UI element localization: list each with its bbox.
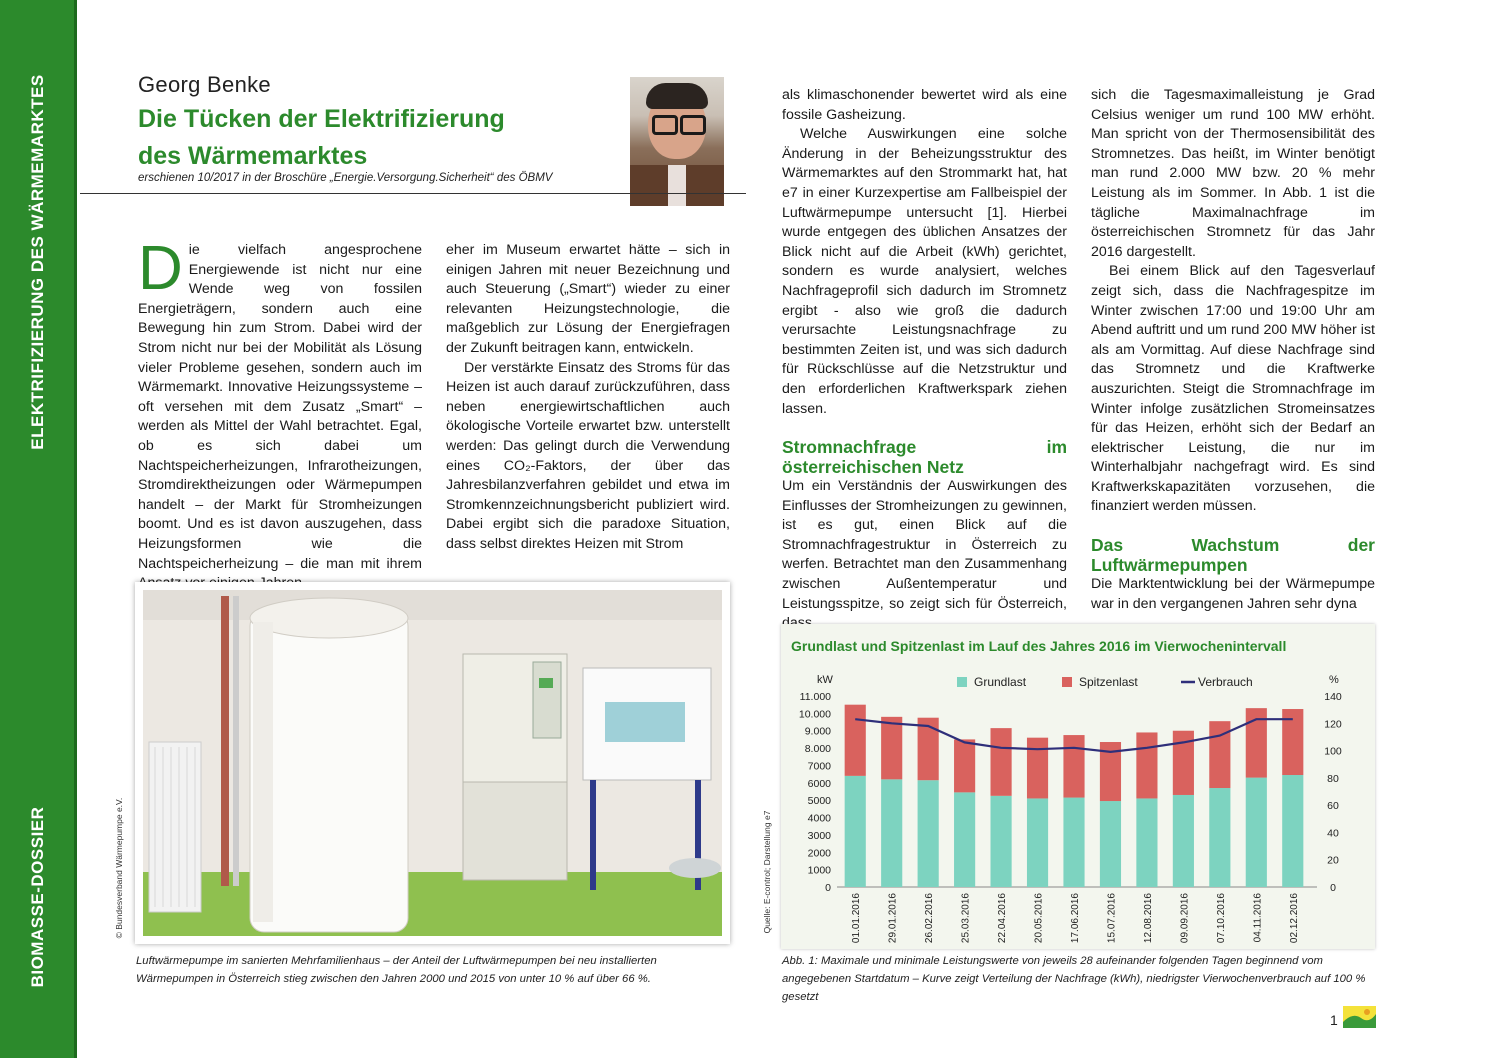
heat-pump-illustration [135, 582, 730, 944]
y-tick-label: 4000 [807, 812, 831, 825]
chart-credit: Quelle: E-control; Darstellung e7 [762, 810, 772, 934]
paragraph: Der verstärkte Einsatz des Stroms für das Heizen ist auch darauf zurückzuführen, dass neben energiewirtschaftlichen auch ökologische Vorteile erwartet bzw. unterstellt werden: Das gelingt durch die Verwendung eines CO₂-Faktors, der über das Jahresbilanzverfahren gebildet und etwa im Stromkennzeichnungsbericht publiziert wird. Dabei ergibt sich die paradoxe Situation, dass selbst direktes Heizen mit Strom [446, 359, 730, 552]
x-tick-label: 29.01.2016 [887, 893, 899, 944]
paragraph: Die Marktentwicklung bei der Wärmepumpe war in den vergangenen Jahren sehr dyna [1091, 576, 1375, 612]
page-number: 1 [1330, 1012, 1338, 1028]
bar-grundlast [1063, 798, 1084, 887]
y2-tick-label: 60 [1327, 800, 1339, 813]
paragraph: sich die Tagesmaximalleistung je Grad Celsius weniger um rund 100 MW erhöht. Man spricht von der Thermosensibilität des Stromnetzes. Das heißt, im Winter benötigt man rund 2.000 MW bzw. 20 % mehr Leistung als im Sommer. In Abb. 1 ist die tägliche Maximalnachfrage im österreichischen Stromnetz für das Jahr 2016 dargestellt. [1091, 87, 1375, 260]
x-tick-label: 17.06.2016 [1070, 893, 1081, 944]
bar-grundlast [1136, 798, 1157, 887]
drop-cap: D [138, 234, 183, 303]
legend-label: Verbrauch [1198, 675, 1253, 689]
y-axis-label: kW [817, 674, 833, 686]
legend-swatch [957, 677, 967, 687]
y-tick-label: 0 [825, 882, 831, 894]
bar-grundlast [918, 780, 939, 887]
y-tick-label: 8.000 [804, 743, 831, 756]
text-column-1 [138, 234, 422, 594]
y-tick-label: 2000 [807, 847, 831, 860]
publication-note: erschienen 10/2017 in der Broschüre „Energie.Versorgung.Sicherheit“ des ÖBMV [138, 172, 553, 184]
section-label-top: ELEKTRIFIZIERUNG DES WÄRMEMARKTES [28, 74, 47, 450]
y-tick-label: 7000 [807, 760, 831, 773]
section-sidebar [0, 0, 76, 1058]
y2-tick-label: 40 [1327, 827, 1339, 840]
x-tick-label: 01.01.2016 [851, 893, 863, 944]
bar-grundlast [1173, 795, 1194, 887]
bar-grundlast [845, 776, 866, 887]
x-tick-label: 22.04.2016 [997, 893, 1009, 944]
author-portrait [630, 77, 724, 206]
y-tick-label: 5000 [807, 795, 831, 808]
section-heading: Stromnachfrage im österreichischen Netz [782, 437, 1067, 478]
author-name: Georg Benke [138, 72, 271, 97]
text-column-2 [446, 241, 730, 555]
paragraph: Um ein Verständnis der Auswirkungen des Einflusses der Stromheizungen zu gewinnen, ist es gut, einen Blick auf die Stromnachfragestruktur in Österreich zu werfen. Betrachtet man den Zusammenhang zwischen Außentemperatur und Leistungsspitze, so zeigt sich für Österreich, [782, 478, 1067, 612]
y-tick-label: 6000 [807, 777, 831, 790]
chart-caption: Abb. 1: Maximale und minimale Leistungswerte von jeweils 28 aufeinander folgenden Tagen beginnend vom angegebenen Startdatum – Kurve zeigt Verteilung der Nachfrage (kWh), niedrigster Vierwochenverbrauch auf 100 % gesetzt [782, 955, 1366, 1003]
chart-panel [781, 624, 1375, 949]
heat-pump-photo [135, 582, 730, 944]
bar-spitzenlast [881, 717, 902, 780]
y2-tick-label: 120 [1324, 718, 1342, 731]
bar-grundlast [881, 779, 902, 887]
legend-label: Grundlast [974, 675, 1027, 689]
y2-tick-label: 80 [1327, 772, 1339, 785]
x-tick-label: 20.05.2016 [1033, 893, 1045, 944]
title-line-2: des Wärmemarktes [138, 142, 368, 170]
x-tick-label: 12.08.2016 [1142, 893, 1154, 944]
y-tick-label: 9.000 [804, 725, 831, 738]
bar-grundlast [1282, 775, 1303, 887]
y2-tick-label: 140 [1324, 691, 1342, 703]
bar-grundlast [1209, 788, 1230, 887]
bar-spitzenlast [1136, 732, 1157, 798]
paragraph: Bei einem Blick auf den Tagesverlauf zeigt sich, dass die Nachfragespitze im Winter zwischen 17:00 und 19:00 Uhr am Abend auftritt und um rund 200 MW höher ist als am Vormittag. Auf diese Nachfrage sind das Stromnetz und die Kraftwerke auszurichten. Steigt die Stromnachfrage im Winter infolge zusätzlichen Stromeinsatzes für das Heizen, erhöht sich der Bedarf an elektrischer Leistung, die nur im Winterhalbjahr nachgefragt wird. Es sind Kraftwerkskapazitäten vorzusehen, die finanziert werden müssen. [1091, 263, 1375, 515]
y-tick-label: 1000 [807, 864, 831, 877]
load-chart [781, 624, 1375, 949]
bar-grundlast [1246, 778, 1267, 887]
text-column-4 [1091, 86, 1375, 614]
bar-spitzenlast [1063, 735, 1084, 798]
legend-label: Spitzenlast [1079, 675, 1138, 689]
y-tick-label: 11.000 [799, 691, 831, 703]
y2-tick-label: 20 [1327, 854, 1339, 867]
y2-tick-label: 0 [1330, 882, 1336, 894]
y-tick-label: 3000 [807, 829, 831, 842]
bar-spitzenlast [954, 739, 975, 792]
x-tick-label: 04.11.2016 [1252, 893, 1264, 943]
paragraph: als klimaschonender bewertet wird als eine fossile Gasheizung. [782, 87, 1067, 123]
x-tick-label: 26.02.2016 [924, 893, 936, 944]
chart-title: Grundlast und Spitzenlast im Lauf des Jahres 2016 im Vierwochenintervall [791, 638, 1287, 654]
x-tick-label: 25.03.2016 [960, 893, 972, 944]
bar-grundlast [991, 796, 1012, 887]
sidebar-rail [74, 0, 77, 1058]
section-heading: Das Wachstum der Luftwärmepumpen [1091, 535, 1375, 576]
bar-spitzenlast [1027, 738, 1048, 799]
x-tick-label: 07.10.2016 [1215, 893, 1227, 944]
y2-tick-label: 100 [1324, 745, 1342, 758]
bar-grundlast [954, 792, 975, 887]
paragraph: Welche Auswirkungen eine solche Änderung in der Beheizungsstruktur des Wärmemarktes auf den Strommarkt hat, hat e7 in einer Kurzexpertise am Fallbeispiel der Luftwärmepumpe untersucht [1]. Hierbei wurde entgegen des üblichen Ansatzes der Blick nicht auf die Arbeit (kWh) gerichtet, sondern es wurde analysiert, welches Nachfrageprofil sich dadurch im Stromnetz ergibt - also wie groß die dadurch verursachte Leistungsnachfrage zu bestimmten Zeiten ist, und was sich dadurch für Rückschlüsse auf die Netzstruktur und den erforderlichen Kraftwerkspark ziehen lassen. [782, 126, 1067, 417]
section-label-bottom: BIOMASSE-DOSSIER [28, 806, 47, 988]
photo-credit: © Bundesverband Wärmepumpe e.V. [114, 797, 124, 939]
chart-legend [957, 675, 1253, 689]
x-tick-label: 15.07.2016 [1106, 893, 1118, 944]
paragraph: eher im Museum erwartet hätte – sich in einigen Jahren mit neuer Bezeichnung und auch Steuerung („Smart“) wieder zu einer relevanten Heizungstechnologie, die maßgeblich zur Lösung der Energiefragen der Zukunft beitragen kann, entwickeln. [446, 242, 730, 356]
bar-spitzenlast [845, 705, 866, 776]
header-rule [80, 193, 746, 194]
title-line-1: Die Tücken der Elektrifizierung [138, 105, 505, 133]
photo-caption: Luftwärmepumpe im sanierten Mehrfamilienhaus – der Anteil der Luftwärmepumpen bei neu installierten Wärmepumpen in Österreich stieg zwischen den Jahren 2000 und 2015 von unter 10 % auf über 66 %. [136, 955, 657, 985]
y2-axis-label: % [1329, 674, 1339, 686]
intro-paragraph: Die vielfach angesprochene Energiewende ist nicht nur eine Wende weg von fossilen Energieträgern, sondern auch eine Bewegung hin zum Strom. Dabei wird der Strom nicht nur bei der Mobilität als Lösung vieler Probleme gesehen, sondern auch im Wärmemarkt. Innovative Heizungssysteme – oft versehen mit dem Zusatz „Smart“ – werden als Mittel der Wahl betrachtet. Egal, ob es sich dabei um Nachtspeicherheizungen, Infrarotheizungen, Stromdirektheizungen oder Wärmepumpen handelt – der Markt für Stromheizungen boomt. Und es ist davon auszugehen, dass Heizungsformen wie die Nachtspeicherheizung – die man mit ihrem [138, 234, 422, 572]
y-tick-label: 10.000 [798, 708, 831, 721]
bar-grundlast [1100, 801, 1121, 887]
bar-grundlast [1027, 798, 1048, 887]
article-title [138, 101, 618, 175]
legend-swatch [1062, 677, 1072, 687]
x-tick-label: 02.12.2016 [1288, 893, 1300, 944]
bar-spitzenlast [991, 728, 1012, 796]
brand-logo-icon [1343, 1006, 1376, 1028]
x-tick-label: 09.09.2016 [1179, 893, 1191, 944]
text-column-3 [782, 86, 1067, 634]
